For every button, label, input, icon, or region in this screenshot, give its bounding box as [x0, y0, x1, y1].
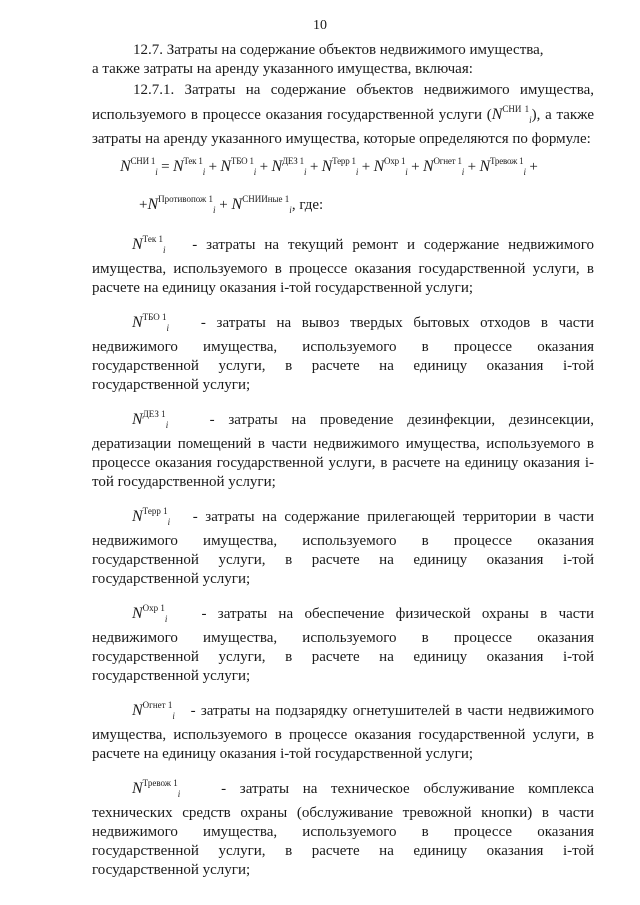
- definition-symbol: $N^{Тек 1}_i$: [132, 234, 166, 255]
- definition-item: [92, 405, 594, 492]
- definition-text: - затраты на подзарядку огнетушителей в части недвижимого имущества, используемого в процессе оказания государственной услуги, в расчете на единицу оказания i-той государственной услуги;: [92, 703, 595, 762]
- definition-symbol: $N^{Терр 1}_i$: [132, 506, 171, 527]
- formula-term: $N^{Тек 1}_i$: [172, 156, 206, 177]
- definition-text: - затраты на содержание прилегающей территории в части недвижимого имущества, используемого в процессе оказания государственной услуги, в расчете на единицу оказания i-той государственной услуги;: [92, 509, 594, 587]
- formula-term: $N^{Охр 1}_i$: [373, 156, 408, 177]
- formula-plus: +: [467, 159, 476, 175]
- section-heading: [92, 41, 594, 79]
- page-number: 10: [313, 18, 327, 33]
- formula-term: $N^{Противопож 1}_i$: [147, 194, 216, 215]
- definition-symbol: $N^{Охр 1}_i$: [132, 603, 168, 624]
- formula-plus: +: [208, 159, 217, 175]
- definition-symbol: $N^{Тревож 1}_i$: [132, 778, 181, 799]
- formula-plus: +: [259, 159, 268, 175]
- definition-text: - затраты на обеспечение физической охраны в части недвижимого имущества, используемого в процессе оказания государственной услуги, в расчете на единицу оказания i-той государственной услуги;: [92, 606, 595, 684]
- formula-plus: +: [361, 159, 370, 175]
- formula-plus: +: [309, 159, 319, 175]
- formula-term: $N^{Терр 1}_i$: [321, 156, 359, 177]
- subsection-text-part1: 12.7.1. Затраты на содержание объектов недвижимого имущества, используемого в процессе оказания государственной услуги (: [92, 82, 594, 123]
- formula-equals: =: [161, 159, 170, 175]
- definition-text: - затраты на проведение дезинфекции, дезинсекции, дератизации помещений в части недвижимого имущества, используемого в процессе оказания государственной услуги, в расчете на единицу оказания i-той государственной услуги;: [92, 412, 594, 490]
- formula-line-1: [120, 152, 594, 182]
- definition-item: [92, 308, 594, 395]
- definition-symbol: $N^{Огнет 1}_i$: [132, 700, 175, 721]
- formula-total-symbol: $N^{СНИ 1}_i$: [120, 156, 158, 177]
- formula-term: $N^{СНИИные 1}_i$: [231, 194, 292, 215]
- formula-plus: +: [411, 159, 420, 175]
- formula-plus: +: [219, 197, 228, 213]
- definition-text: - затраты на техническое обслуживание комплекса технических средств охраны (обслуживание тревожной кнопки) в части недвижимого имущества, используемого в процессе оказания государственной услуги, в расчете на единицу оказания i-той государственной услуги;: [92, 781, 594, 878]
- subsection-paragraph: [92, 81, 594, 149]
- formula-line-2: [139, 190, 594, 220]
- definition-item: [92, 696, 594, 764]
- formula-where: , где:: [291, 197, 324, 213]
- definition-item: [92, 502, 594, 589]
- definition-item: [92, 230, 594, 298]
- definition-symbol: $N^{ДЕЗ 1}_i$: [132, 409, 169, 430]
- formula-plus: +: [139, 197, 148, 213]
- total-cost-symbol: $N^{СНИ 1}_i$: [491, 104, 532, 125]
- definition-item: [92, 599, 594, 686]
- formula-term: $N^{ДЕЗ 1}_i$: [271, 156, 307, 177]
- definition-text: - затраты на текущий ремонт и содержание недвижимого имущества, используемого в процессе оказания государственной услуги, в расчете на единицу оказания i-той государственной услуги;: [92, 237, 594, 296]
- formula-term: $N^{ТБО 1}_i$: [220, 156, 257, 177]
- formula-term: $N^{Тревож 1}_i$: [479, 156, 526, 177]
- definition-symbol: $N^{ТБО 1}_i$: [132, 312, 170, 333]
- section-title-part2: а также затраты на аренду указанного имущества, включая:: [92, 61, 473, 77]
- section-title-part1: 12.7. Затраты на содержание объектов недвижимого имущества,: [133, 42, 544, 58]
- definition-item: [92, 774, 594, 880]
- definition-text: - затраты на вывоз твердых бытовых отходов в части недвижимого имущества, используемого в процессе оказания государственной услуги, в расчете на единицу оказания i-той государственной услуги;: [92, 315, 595, 393]
- document-body: [92, 41, 594, 880]
- subsection-text-part2: ), а также затраты на аренду указанного имущества, которые определяются по формуле:: [92, 107, 594, 147]
- formula-plus: +: [529, 159, 538, 175]
- formula-term: $N^{Огнет 1}_i$: [423, 156, 465, 177]
